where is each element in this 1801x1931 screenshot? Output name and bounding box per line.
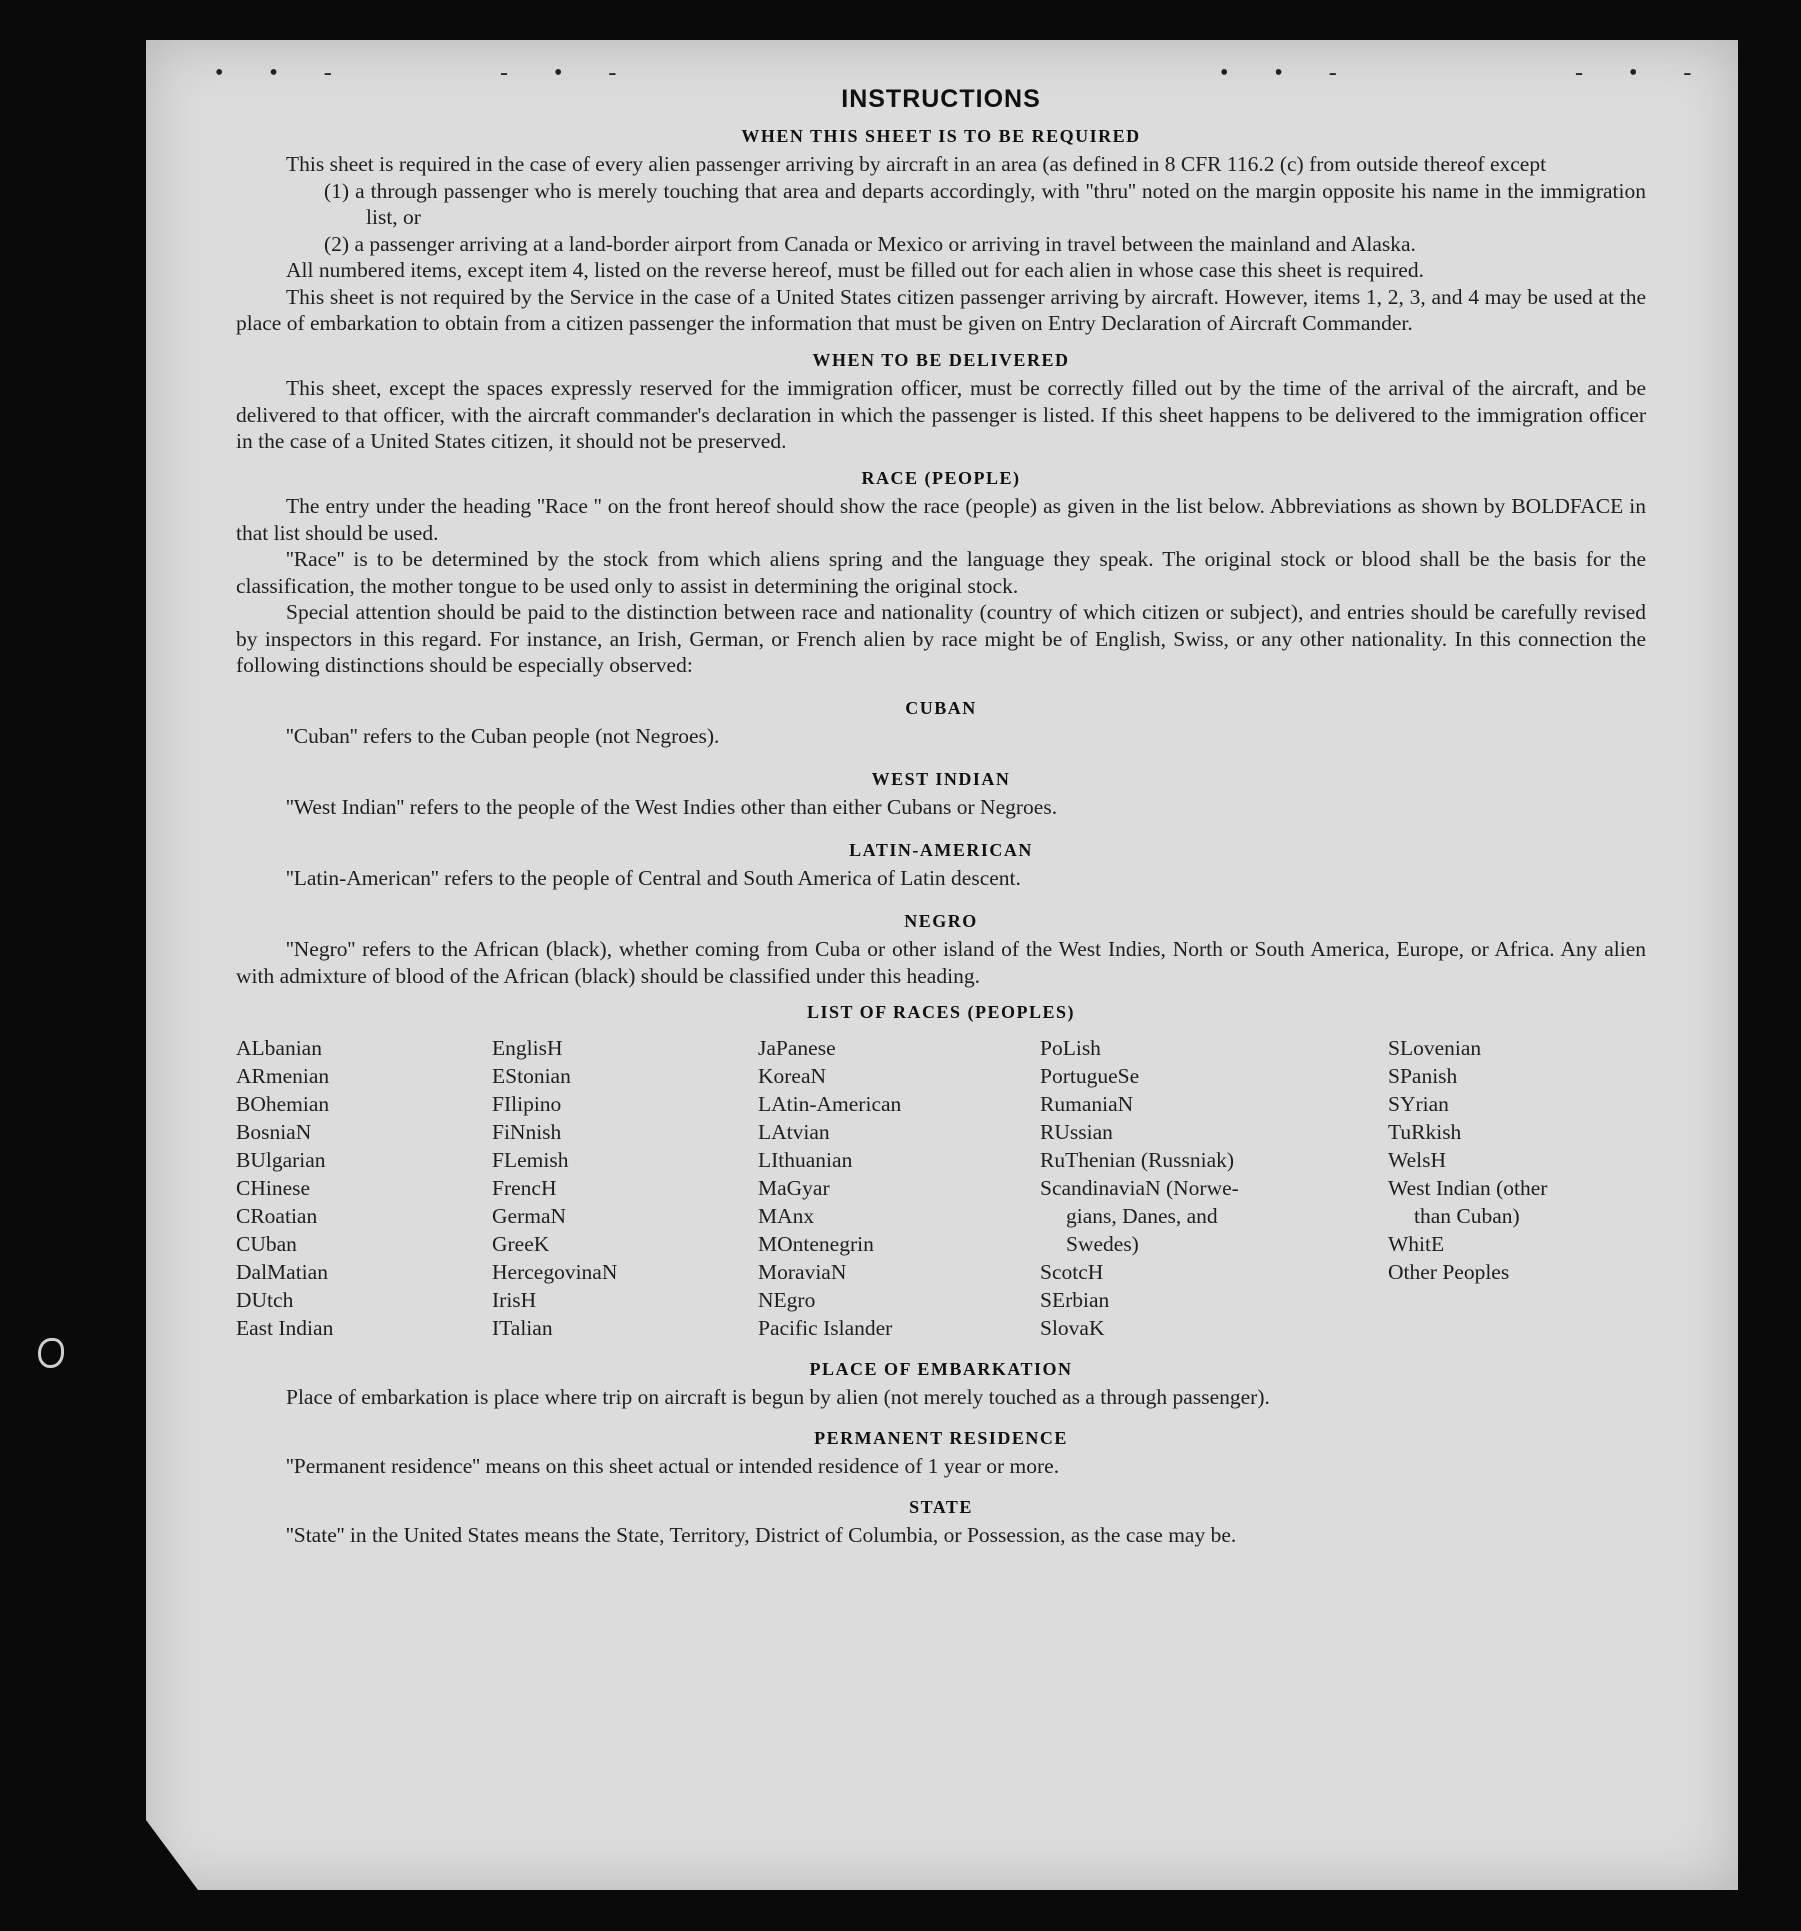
race-item: MaGyar xyxy=(758,1175,830,1200)
paragraph: Special attention should be paid to the distinction between race and nationality (country of which citizen or subject), and entries should be carefully revised by inspectors in this regard. For instance, an Irish, German, or French alien by race might be of English, Swiss, or any other nationality. In this connection the following distinctions should be especially observed: xyxy=(236,600,1646,677)
race-item: NEgro xyxy=(758,1287,816,1312)
races-column-1 xyxy=(236,1034,492,1342)
race-item: PortugueSe xyxy=(1040,1063,1140,1088)
scan-dots-left: • • - xyxy=(215,60,352,86)
race-item: DalMatian xyxy=(236,1259,328,1284)
race-item: GermaN xyxy=(492,1203,567,1228)
race-item: LAtin-American xyxy=(758,1091,902,1116)
race-item: HercegovinaN xyxy=(492,1259,618,1284)
race-item: ScandinaviaN (Norwe- xyxy=(1040,1175,1239,1200)
race-item: EStonian xyxy=(492,1063,571,1088)
race-item: FiNnish xyxy=(492,1119,562,1144)
race-item: LIthuanian xyxy=(758,1147,853,1172)
race-item: FrencH xyxy=(492,1175,557,1200)
race-item: ALbanian xyxy=(236,1035,322,1060)
paragraph: This sheet is required in the case of every alien passenger arriving by aircraft in an area (as defined in 8 CFR 116.2 (c) from outside thereof except xyxy=(286,152,1547,176)
races-column-3 xyxy=(758,1034,1040,1342)
heading-cuban: CUBAN xyxy=(905,697,977,718)
race-item: ARmenian xyxy=(236,1063,330,1088)
race-item: TuRkish xyxy=(1388,1119,1462,1144)
paragraph: All numbered items, except item 4, listed on the reverse hereof, must be filled out for each alien in whose case this sheet is required. xyxy=(286,258,1424,282)
paragraph: ''Negro'' refers to the African (black), whether coming from Cuba or other island of the West Indies, North or South America, Europe, or Africa. Any alien with admixture of blood of the African (black) should be classified under this heading. xyxy=(236,937,1646,988)
race-item: DUtch xyxy=(236,1287,294,1312)
races-column-5 xyxy=(1388,1034,1638,1342)
races-column-4 xyxy=(1040,1034,1388,1342)
heading-latin-american: LATIN-AMERICAN xyxy=(849,839,1033,860)
race-item: BUlgarian xyxy=(236,1147,326,1172)
paragraph: ''Race'' is to be determined by the stock from which aliens spring and the language they speak. The original stock or blood shall be the basis for the classification, the mother tongue to be used only to assist in determining the original stock. xyxy=(236,547,1646,598)
race-item: East Indian xyxy=(236,1315,334,1340)
race-item: SlovaK xyxy=(1040,1315,1105,1340)
race-item: CHinese xyxy=(236,1175,311,1200)
races-column-2 xyxy=(492,1034,758,1342)
race-item: LAtvian xyxy=(758,1119,830,1144)
list-item: (2) a passenger arriving at a land-border airport from Canada or Mexico or arriving in travel between the mainland and Alaska. xyxy=(324,231,1416,256)
race-item: RUssian xyxy=(1040,1119,1113,1144)
race-item: BOhemian xyxy=(236,1091,330,1116)
race-item: MoraviaN xyxy=(758,1259,847,1284)
scan-dots-mid: - • - xyxy=(500,60,637,86)
race-item: RuThenian (Russniak) xyxy=(1040,1147,1235,1172)
race-item: FLemish xyxy=(492,1147,569,1172)
heading-permanent-residence: PERMANENT RESIDENCE xyxy=(814,1427,1068,1448)
race-item: than Cuban) xyxy=(1414,1203,1520,1228)
race-item: ScotcH xyxy=(1040,1259,1104,1284)
paragraph: Place of embarkation is place where trip on aircraft is begun by alien (not merely touched as a through passenger). xyxy=(286,1385,1270,1409)
edge-blot xyxy=(38,1338,64,1368)
race-item: ITalian xyxy=(492,1315,553,1340)
race-item: SLovenian xyxy=(1388,1035,1482,1060)
heading-list-of-races: LIST OF RACES (PEOPLES) xyxy=(806,1002,1076,1022)
heading-race: RACE (PEOPLE) xyxy=(861,467,1021,488)
heading-embarkation: PLACE OF EMBARKATION xyxy=(809,1358,1073,1379)
paragraph: ''Cuban'' refers to the Cuban people (not Negroes). xyxy=(286,724,720,748)
paragraph: This sheet is not required by the Service in the case of a United States citizen passenger arriving by aircraft. However, items 1, 2, 3, and 4 may be used at the place of embarkation to obtain from a citizen passenger the information that must be given on Entry Declaration of Aircraft Commander. xyxy=(236,284,1646,335)
race-item: CUban xyxy=(236,1231,297,1256)
document-content xyxy=(236,82,1646,1549)
race-item: PoLish xyxy=(1040,1035,1101,1060)
heading-west-indian: WEST INDIAN xyxy=(871,768,1011,789)
race-item: WhitE xyxy=(1388,1231,1445,1256)
page-title: INSTRUCTIONS xyxy=(841,85,1041,113)
heading-delivered: WHEN TO BE DELIVERED xyxy=(812,349,1070,370)
paragraph: The entry under the heading ''Race '' on the front hereof should show the race (people) as given in the list below. Abbreviations as shown by BOLDFACE in that list should be used. xyxy=(236,494,1646,545)
race-item: SPanish xyxy=(1388,1063,1458,1088)
heading-state: STATE xyxy=(909,1496,973,1517)
race-item: JaPanese xyxy=(758,1035,836,1060)
race-item: CRoatian xyxy=(236,1203,318,1228)
race-item: GreeK xyxy=(492,1231,550,1256)
races-list xyxy=(236,1034,1646,1342)
race-item: FIlipino xyxy=(492,1091,562,1116)
paragraph: ''State'' in the United States means the State, Territory, District of Columbia, or Possession, as the case may be. xyxy=(286,1523,1237,1547)
race-item: IrisH xyxy=(492,1287,537,1312)
paragraph: ''Permanent residence'' means on this sheet actual or intended residence of 1 year or more. xyxy=(286,1454,1060,1478)
race-item: gians, Danes, and xyxy=(1066,1203,1218,1228)
race-item: MAnx xyxy=(758,1203,815,1228)
race-item: Other Peoples xyxy=(1388,1259,1510,1284)
race-item: West Indian (other xyxy=(1388,1175,1548,1200)
list-item: (1) a through passenger who is merely touching that area and departs accordingly, with ''thru'' noted on the margin opposite his name in the immigration list, or xyxy=(324,178,1646,229)
race-item: SErbian xyxy=(1040,1287,1110,1312)
paragraph: This sheet, except the spaces expressly reserved for the immigration officer, must be correctly filled out by the time of the arrival of the aircraft, and be delivered to that officer, with the aircraft commander's declaration in which the passenger is listed. If this sheet happens to be delivered to the immigration officer in the case of a United States citizen, it should not be preserved. xyxy=(236,376,1646,453)
race-item: Pacific Islander xyxy=(758,1315,893,1340)
heading-negro: NEGRO xyxy=(904,910,978,931)
paragraph: ''Latin-American'' refers to the people of Central and South America of Latin descent. xyxy=(286,866,1021,890)
race-item: WelsH xyxy=(1388,1147,1446,1172)
race-item: MOntenegrin xyxy=(758,1231,874,1256)
race-item: SYrian xyxy=(1388,1091,1449,1116)
race-item: KoreaN xyxy=(758,1063,827,1088)
paragraph: ''West Indian'' refers to the people of the West Indies other than either Cubans or Negroes. xyxy=(286,795,1058,819)
heading-required: WHEN THIS SHEET IS TO BE REQUIRED xyxy=(741,125,1141,146)
race-item: EnglisH xyxy=(492,1035,563,1060)
race-item: RumaniaN xyxy=(1040,1091,1134,1116)
scan-dots-right: • • - xyxy=(1220,60,1357,86)
race-item: Swedes) xyxy=(1066,1231,1139,1256)
race-item: BosniaN xyxy=(236,1119,312,1144)
scan-dots-far-right: - • - xyxy=(1575,60,1712,86)
